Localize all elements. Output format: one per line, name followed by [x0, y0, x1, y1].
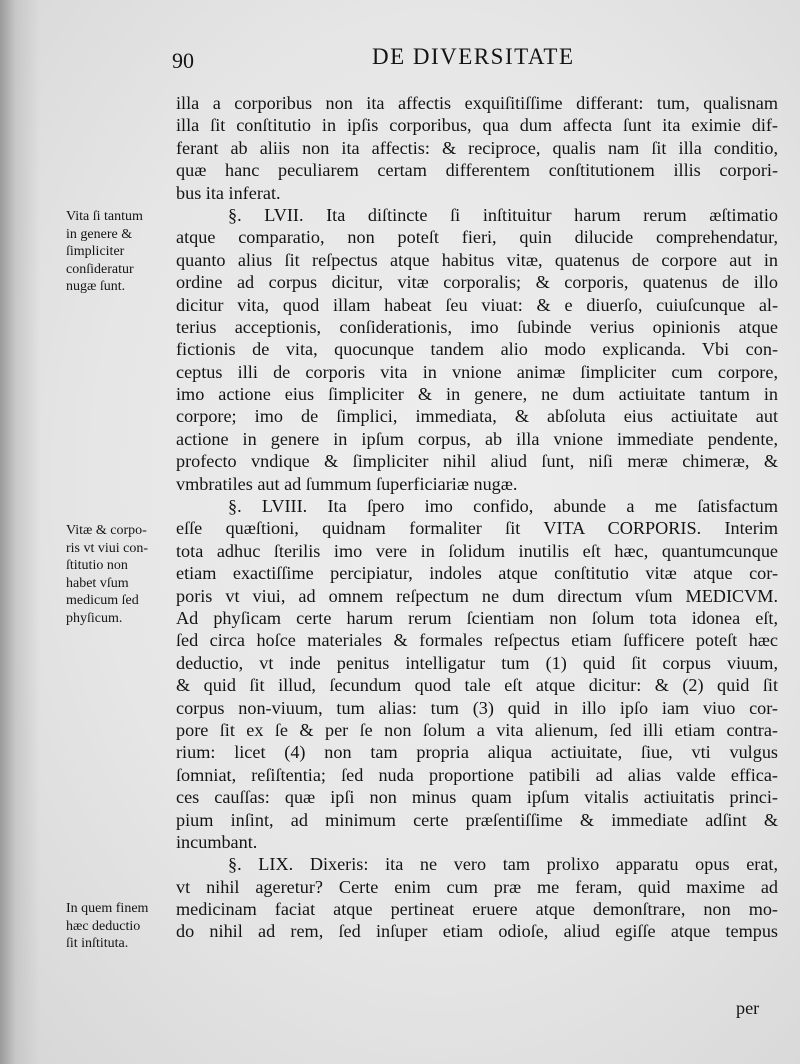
text-line: rium: licet (4) non tam propria aliqua actiuitate, ſiue, vti vulgus	[176, 742, 778, 763]
catchword: per	[736, 998, 760, 1018]
margin-note-line: ſit inſtituta.	[66, 936, 129, 952]
text-line: pium inſint, ad minimum certe præſentiſſime & immediate adſint &	[176, 809, 778, 830]
text-line: atque comparatio, non poteſt fieri, quin dilucide comprehendatur,	[176, 227, 778, 248]
section-heading-line: §. LVII. Ita diſtincte ſi inſtituitur harum rerum æſtimatio	[228, 204, 778, 225]
text-line: ferant ab aliis non ita affectis: & reciproce, qualis nam ſit illa conditio,	[176, 137, 778, 158]
text-line: tota adhuc ſterilis imo vere in ſolidum inutilis eſt hæc, quantumcunque	[176, 540, 778, 561]
text-line: & quid ſit illud, ſecundum quod tale eſt atque dicitur: & (2) quid ſit	[176, 675, 778, 696]
margin-note-line: ſtitutio non	[66, 558, 128, 574]
text-line: medicinam faciat atque pertineat eruere atque demonſtrare, non mo-	[176, 899, 778, 920]
margin-note-line: nugæ ſunt.	[66, 279, 126, 295]
section-heading-line: §. LVIII. Ita ſpero imo confido, abunde a me ſatisfactum	[228, 496, 778, 517]
text-line: actione in genere in ipſum corpus, ab illa vnione immediate pendente,	[176, 428, 778, 449]
text-line: corpus non-viuum, tum alias: tum (3) quid in illo ipſo iam viuo cor-	[176, 697, 778, 718]
margin-note-vita-nugae	[66, 208, 176, 296]
margin-note-line: ris vt viui con-	[66, 540, 149, 556]
text-line: ces cauſſas: quæ ipſi non minus quam ipſum vitalis actiuitatis princi-	[176, 787, 778, 808]
text-line: illa a corporibus non ita affectis exquiſitiſſime differant: tum, qualisnam	[176, 93, 778, 113]
margin-note-line: ſimpliciter	[66, 244, 125, 260]
text-line: incumbant.	[176, 831, 258, 852]
text-line: vmbratiles aut ad ſummum ſuperficiariæ nugæ.	[176, 473, 518, 494]
text-line: corpore; imo de ſimplici, immediata, & abſoluta eius actiuitate aut	[176, 406, 778, 427]
text-line: quæ hanc peculiarem certam differentem conſtitutionem illis corpori-	[176, 160, 778, 181]
running-title: DE DIVERSITATE	[372, 44, 575, 69]
text-line: bus ita inferat.	[176, 182, 281, 203]
margin-note-line: Vitæ & corpo-	[66, 523, 147, 538]
margin-note-line: phyſicum.	[66, 610, 123, 626]
text-line: dicitur vita, quod illam habeat ſeu viuat: & e diuerſo, cuiuſcunque al-	[176, 294, 778, 315]
margin-note-finis-deductionis	[66, 900, 176, 953]
text-line: illa ſit conſtitutio in ipſis corporibus, qua dum affecta ſunt ita eximie dif-	[176, 115, 778, 136]
margin-note-line: in genere &	[66, 226, 133, 242]
text-line: vt nihil ageretur? Certe enim cum præ me feram, quid maxime ad	[176, 876, 778, 897]
margin-note-usus-physicus	[66, 522, 176, 628]
text-line: poris vt viui, ad omnem reſpectum ne dum directum vſum MEDICVM.	[176, 585, 778, 606]
text-line: ſed circa hoſce materiales & formales reſpectus etiam ſufficere poteſt hæc	[176, 630, 778, 651]
section-heading-line: §. LIX. Dixeris: ita ne vero tam prolixo apparatu opus erat,	[228, 854, 778, 875]
text-line: profecto vndique & ſimpliciter nihil aliud ſunt, niſi meræ chimeræ, &	[176, 451, 778, 472]
margin-note-line: Vita ſi tantum	[66, 209, 143, 224]
text-line: do nihil ad rem, ſed inſuper etiam odioſe, aliud egiſſe atque tempus	[176, 921, 778, 942]
margin-note-line: habet vſum	[66, 575, 129, 591]
text-line: etiam exactiſſime percipiatur, indoles atque conſtitutio vitæ atque cor-	[176, 563, 778, 584]
margin-note-line: In quem finem	[66, 901, 149, 916]
margin-note-line: medicum ſed	[66, 593, 139, 609]
text-line: quanto alius ſit reſpectus atque habitus vitæ, quatenus de corpore aut in	[176, 249, 778, 270]
text-line: Ad phyſicam certe harum rerum ſcientiam non ſolum tota idonea eſt,	[176, 607, 778, 628]
text-line: pore ſit ex ſe & per ſe non ſolum a vita alienum, ſed illi etiam contra-	[176, 719, 778, 740]
text-line: fictionis de vita, quocunque tandem alio modo explicanda. Vbi con-	[176, 339, 778, 360]
text-line: imo actione eius ſimpliciter & in genere, ne dum actiuitate tantum in	[176, 384, 778, 405]
text-line: terius acceptionis, conſiderationis, imo ſubinde verius opinionis atque	[176, 316, 778, 337]
margin-note-line: conſideratur	[66, 261, 134, 277]
body-text	[176, 92, 778, 943]
text-line: ceptus illi de corporis vita in vnione animæ ſimpliciter cum corpore,	[176, 361, 778, 382]
margin-note-line: hæc deductio	[66, 918, 141, 934]
binding-shadow	[0, 0, 40, 1064]
text-line: ſomniat, reſiſtentia; ſed nuda proportione patibili ad alias valde effica-	[176, 764, 778, 785]
text-line: deductio, vt inde penitus intelligatur tum (1) quid ſit corpus viuum,	[176, 652, 778, 673]
text-line: ordine ad corpus dicitur, vitæ corporalis; & corporis, quatenus de illo	[176, 272, 778, 293]
page-number: 90	[172, 48, 194, 73]
text-line: eſſe quæſtioni, quidnam formaliter ſit VITA CORPORIS. Interim	[176, 518, 778, 539]
